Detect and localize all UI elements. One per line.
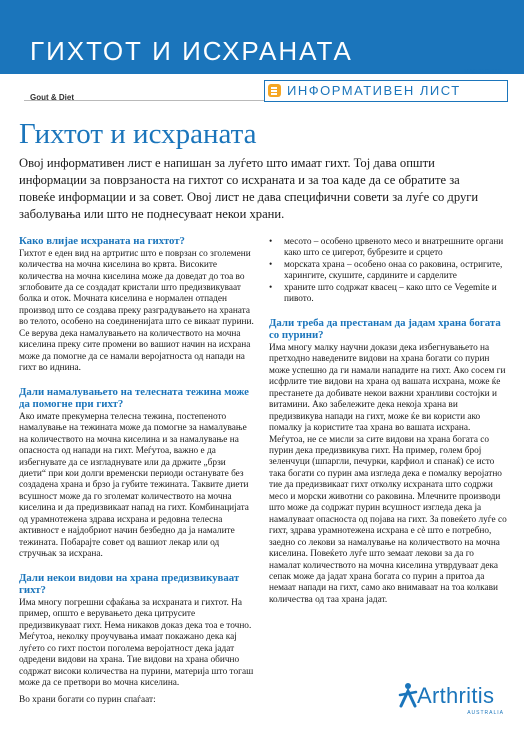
right-column bbox=[269, 237, 507, 606]
section-text-weight-loss: Ако имате прекумерна телесна тежина, постепеното намалување на тежината може да помогне за намалување на количеството на мочна киселина и за намалување на опасноста од напади на гихт. Меѓутоа, важно е да избегнувате да се изгладнувате или да држите „брзи диети“ при кои долги временски периоди останувате без создадена храна и брзо ја губите тежината. Таквите диети всушност може да го зголемат количеството на мочна киселина и да предизвикаат напад на гихт. Комбинацијата од урамнотежена здрава исхрана и редовна телесна активност е најдобриот начин безбедно да ја намалите тежината. Побарајте совет од вашиот лекар или од стручњак за исхрана. bbox=[19, 411, 249, 560]
section-text-diet-effect: Гихтот е еден вид на артритис што е поврзан со зголемени количества на мочна киселина во крвта. Високите количества на мочна киселина може да доведат до тоа во зглобовите да се создадат кристали што предизвикуваат болка и оток. Мочната киселина е нормален отпаден производ што се создава преку разградувањето на храната во телото, особено на соединенијата што се викаат пурини. Се верува дека намалувањето на количеството на мочна киселина преку сите промени во вашиот начин на исхрана може да помогне да се намали веројатноста од напади на гихт во иднина. bbox=[19, 248, 254, 374]
arthritis-australia-logo bbox=[398, 682, 508, 722]
purine-foods-list bbox=[269, 237, 507, 306]
header-banner bbox=[0, 0, 524, 74]
intro-paragraph bbox=[19, 155, 489, 223]
purine-foods-intro: Во храни богати со пурин спаѓаат: bbox=[19, 695, 156, 706]
logo-subtitle: AUSTRALIA bbox=[467, 710, 504, 716]
list-item: • храните што содржат квасец – како што се Vegemite и пивото. bbox=[269, 283, 507, 306]
info-sheet-label: ИНФОРМАТИВЕН ЛИСТ bbox=[287, 83, 461, 98]
page-title: Гихтот и исхраната bbox=[19, 118, 257, 150]
section-heading-foods-cause: Дали некои видови на храна предизвикуваат гихт? bbox=[19, 571, 240, 597]
section-text-stop-purines: Има многу малку научни докази дека избегнувањето на претходно наведените видови на храна богати со пурин може успешно да ги намали нападите на гихт. Ако сосем ги исфрлите тие видови на храна од вашата исхрана, може ќе престанете да добивате некои важни хранливи состојки и витамини. Ако забележите дека некоја храна ви предизвикува напади на гихт, може ќе ви користи ако помалку ја користите таа храна во вашата исхрана. Меѓутоа, не се мисли за сите видови на храна богата со пурин дека предизвикува гихт. На пример, голем број зеленчуци (шпаргли, печурки, карфиол и спанаќ) се исто така богати со пурин ама изгледа дека е помалку веројатно тие да предизвикаат гихт отколку исхраната што содржи месо и морски животни со раковина. Млечните производи што може да содржат пурин всушност изгледа дека ја намалуваат опасноста од појава на гихт. За повеќето луѓе со гихт, здрава урамнотежена исхрана е сè што е потребно, заедно со лекови за намалување на количеството на мочна киселина. Повеќето луѓе што земаат лекови за да го намалат количеството на мочна киселина утврдуваат дека сепак може да јадат храна богата со пурин а притоа да немаат напади на гихт, само ако внимаваат на тоа колкави количества од таа храна јадат. bbox=[269, 342, 507, 605]
section-heading-weight-loss: Дали намалувањето на телесната тежина може да помогне при гихт? bbox=[19, 385, 249, 411]
section-heading-diet-effect: Како влијае исхраната на гихтот? bbox=[19, 235, 185, 247]
language-tag: MACEDONIAN bbox=[464, 69, 502, 75]
list-item: • морската храна – особено онаа со раковина, остригите, харингите, скушите, сардините и сарделите bbox=[269, 260, 507, 283]
section-text-foods-cause: Има многу погрешни сфаќања за исхраната и гихтот. На пример, општо е верувањето дека цитрусите предизвикуваат гихт. Нема никаков доказ дека тоа е точно. Меѓутоа, неколку проучувања имаат покажано дека кај луѓето со гихт постои поголема веројатност дека јадат одредени видови на храна. Тие видови на храна обично содржат високи количества на пурини, материја што тогаш може да се претвори во мочна киселина. bbox=[19, 597, 254, 689]
left-column bbox=[19, 235, 255, 707]
topic-label: Gout & Diet bbox=[30, 93, 74, 102]
intro-text: Овој информативен лист е напишан за луѓето што имаат гихт. Тој дава општи информации за поврзаноста на гихтот со исхраната и за тоа каде да се обратите за повеќе информации и за совет. Овој лист не дава специфични совети за луѓе со други заболувања или што не поднесуваат некои храни. bbox=[19, 156, 479, 221]
list-item: • месото – особено црвеното месо и внатрешните органи како што се џигерот, бубрезите и срцето bbox=[269, 237, 507, 260]
section-heading-stop-purines: Дали треба да престанам да јадам храна богата со пурини? bbox=[269, 316, 501, 342]
document-lines-icon bbox=[268, 84, 281, 97]
banner-title: ГИХТОТ И ИСХРАНАТА bbox=[30, 36, 353, 66]
logo-wordmark: Arthritis bbox=[417, 683, 495, 708]
